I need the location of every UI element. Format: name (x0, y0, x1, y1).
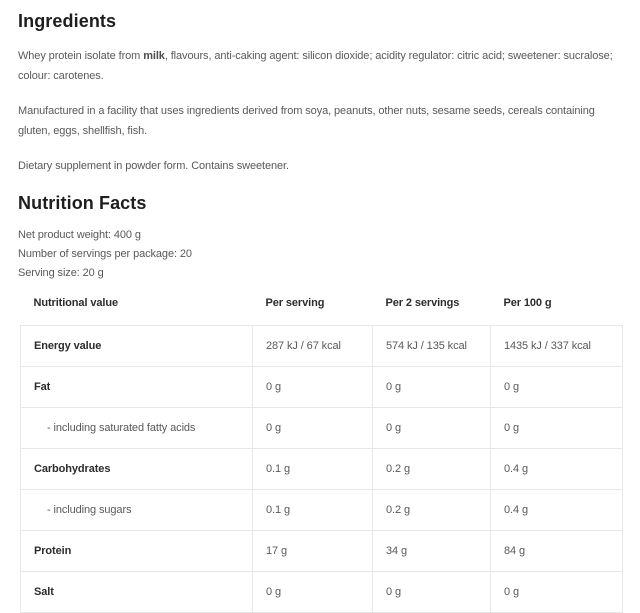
table-row (21, 531, 623, 572)
row-label: Fat (21, 367, 253, 408)
product-meta (18, 226, 622, 283)
cell-per-2-servings: 0 g (373, 367, 491, 408)
table-row (21, 408, 623, 449)
table-row (21, 367, 623, 408)
allergen-highlight: milk (143, 50, 165, 62)
nutrition-table (20, 291, 623, 613)
row-label: Carbohydrates (21, 449, 253, 490)
facility-allergen-notice: Manufactured in a facility that uses ingredients derived from soya, peanuts, other nuts, sesame seeds, cereals containing gluten, eggs, shellfish, fish. (18, 105, 595, 137)
ingredients-title: Ingredients (18, 11, 117, 31)
cell-per-100g: 0.4 g (491, 490, 623, 531)
cell-per-serving: 0.1 g (253, 490, 373, 531)
cell-per-2-servings: 34 g (373, 531, 491, 572)
row-label: - including sugars (21, 490, 253, 531)
net-weight-line: Net product weight: 400 g (18, 229, 141, 241)
cell-per-serving: 0.1 g (253, 449, 373, 490)
nutrition-facts-title: Nutrition Facts (18, 193, 147, 213)
table-row (21, 572, 623, 613)
ingredients-text-after-allergen: , flavours, anti-caking agent: silicon dioxide; acidity regulator: citric acid; sweetener: sucralose; colour: carotenes. (18, 50, 613, 82)
cell-per-100g: 0.4 g (491, 449, 623, 490)
cell-per-serving: 0 g (253, 408, 373, 449)
supplement-form-note: Dietary supplement in powder form. Contains sweetener. (18, 160, 289, 172)
cell-per-serving: 17 g (253, 531, 373, 572)
header-row (21, 291, 623, 326)
cell-per-2-servings: 0.2 g (373, 449, 491, 490)
nutrition-table-header (21, 291, 623, 326)
cell-per-100g: 0 g (491, 367, 623, 408)
row-label: - including saturated fatty acids (21, 408, 253, 449)
nutrition-table-body (21, 326, 623, 613)
table-row (21, 449, 623, 490)
cell-per-2-servings: 0.2 g (373, 490, 491, 531)
cell-per-serving: 0 g (253, 367, 373, 408)
ingredients-text-before-allergen: Whey protein isolate from (18, 50, 144, 62)
table-row (21, 326, 623, 367)
cell-per-100g: 0 g (491, 408, 623, 449)
servings-count-line: Number of servings per package: 20 (18, 248, 192, 260)
cell-per-100g: 1435 kJ / 337 kcal (491, 326, 623, 367)
row-label: Energy value (21, 326, 253, 367)
col-header-per-2-servings: Per 2 servings (385, 297, 460, 309)
col-header-per-serving: Per serving (265, 297, 325, 309)
row-label: Protein (21, 531, 253, 572)
cell-per-2-servings: 574 kJ / 135 kcal (373, 326, 491, 367)
cell-per-2-servings: 0 g (373, 408, 491, 449)
ingredients-paragraph (18, 46, 622, 86)
col-header-nutritional-value: Nutritional value (33, 297, 118, 309)
cell-per-100g: 0 g (491, 572, 623, 613)
row-label: Salt (21, 572, 253, 613)
cell-per-serving: 287 kJ / 67 kcal (253, 326, 373, 367)
cell-per-2-servings: 0 g (373, 572, 491, 613)
cell-per-100g: 84 g (491, 531, 623, 572)
cell-per-serving: 0 g (253, 572, 373, 613)
col-header-per-100g: Per 100 g (503, 297, 552, 309)
table-row (21, 490, 623, 531)
serving-size-line: Serving size: 20 g (18, 267, 104, 279)
